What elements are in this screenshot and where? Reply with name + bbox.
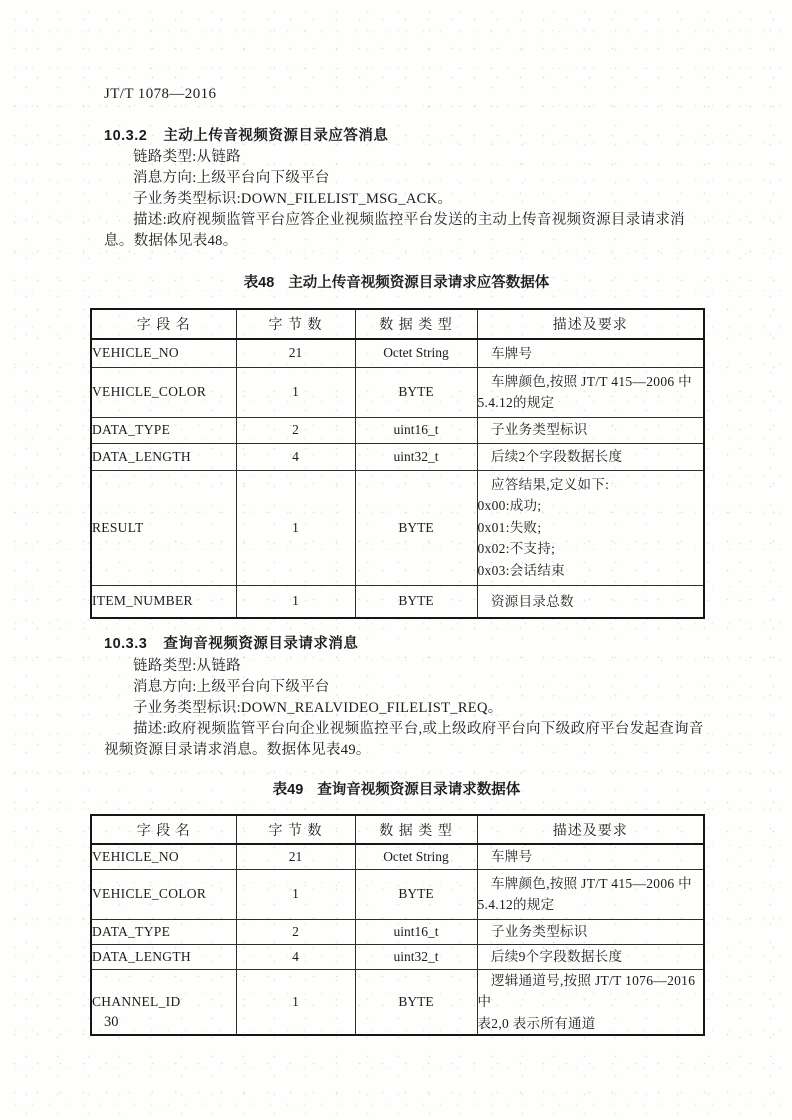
cell-description — [477, 944, 704, 969]
table48-caption — [90, 271, 703, 292]
cell-field-name: CHANNEL_ID — [91, 969, 236, 1035]
description-line: 车牌颜色,按照 JT/T 415—2006 中 — [491, 875, 692, 891]
cell-description — [477, 417, 704, 443]
column-header-description: 描述及要求 — [477, 309, 704, 339]
description-line: 车牌号 — [491, 345, 533, 361]
column-header-byte-count: 字 节 数 — [236, 815, 355, 844]
cell-field-name: VEHICLE_NO — [91, 339, 236, 367]
paragraph-sub-business-type: 子业务类型标识:DOWN_FILELIST_MSG_ACK。 — [133, 191, 453, 207]
cell-byte-count: 4 — [236, 443, 355, 470]
cell-description — [477, 969, 704, 1035]
cell-field-name: VEHICLE_COLOR — [91, 367, 236, 417]
section-title: 主动上传音视频资源目录应答消息 — [163, 128, 389, 144]
paragraph-message-direction: 消息方向:上级平台向下级平台 — [133, 679, 330, 695]
cell-field-name: DATA_TYPE — [91, 417, 236, 443]
cell-field-name: VEHICLE_NO — [91, 844, 236, 869]
table49-caption — [90, 778, 703, 799]
table49-caption-label: 表49 — [272, 782, 304, 798]
description-line: 5.4.12的规定 — [477, 395, 555, 410]
section-number: 10.3.3 — [104, 636, 148, 652]
table48-header-row — [91, 309, 704, 339]
table48-caption-text: 主动上传音视频资源目录请求应答数据体 — [288, 275, 550, 291]
cell-description — [477, 844, 704, 869]
table-row — [91, 470, 704, 585]
cell-data-type: Octet String — [355, 844, 477, 869]
paragraph-message-direction: 消息方向:上级平台向下级平台 — [133, 170, 330, 186]
description-line: 资源目录总数 — [491, 593, 574, 609]
description-line: 逻辑通道号,按照 JT/T 1076—2016 中 — [477, 972, 696, 1009]
cell-byte-count: 2 — [236, 417, 355, 443]
cell-field-name: ITEM_NUMBER — [91, 585, 236, 618]
page-number: 30 — [104, 1014, 119, 1030]
table-row — [91, 969, 704, 1035]
section-heading-10-3-3 — [104, 632, 358, 653]
description-line: 0x03:会话结束 — [477, 562, 565, 578]
table-row — [91, 844, 704, 869]
section-10-3-2-body — [104, 147, 705, 252]
cell-byte-count: 1 — [236, 367, 355, 417]
cell-data-type: uint16_t — [355, 417, 477, 443]
cell-description — [477, 339, 704, 367]
cell-data-type: BYTE — [355, 869, 477, 919]
cell-field-name: DATA_TYPE — [91, 919, 236, 944]
cell-byte-count: 1 — [236, 470, 355, 585]
description-line: 表2,0 表示所有通道 — [477, 1015, 596, 1031]
cell-description — [477, 869, 704, 919]
cell-description — [477, 470, 704, 585]
table-row — [91, 339, 704, 367]
column-header-description: 描述及要求 — [477, 815, 704, 844]
cell-description — [477, 367, 704, 417]
cell-data-type: BYTE — [355, 585, 477, 618]
cell-description — [477, 919, 704, 944]
cell-field-name: RESULT — [91, 470, 236, 585]
column-header-field-name: 字 段 名 — [91, 815, 236, 844]
cell-byte-count: 21 — [236, 339, 355, 367]
cell-byte-count: 1 — [236, 969, 355, 1035]
section-10-3-3-body — [104, 656, 705, 761]
cell-data-type: uint16_t — [355, 919, 477, 944]
cell-byte-count: 1 — [236, 585, 355, 618]
cell-data-type: BYTE — [355, 470, 477, 585]
paragraph-description: 描述:政府视频监管平台向企业视频监控平台,或上级政府平台向下级政府平台发起查询音视频资源目录请求消息。数据体见表49。 — [104, 721, 704, 758]
description-line: 子业务类型标识 — [491, 422, 588, 438]
description-line: 后续2个字段数据长度 — [491, 448, 623, 464]
description-line: 后续9个字段数据长度 — [491, 948, 623, 964]
cell-description — [477, 585, 704, 618]
column-header-data-type: 数 据 类 型 — [355, 309, 477, 339]
section-title: 查询音视频资源目录请求消息 — [163, 636, 359, 652]
cell-data-type: uint32_t — [355, 944, 477, 969]
paragraph-sub-business-type: 子业务类型标识:DOWN_REALVIDEO_FILELIST_REQ。 — [133, 700, 503, 716]
cell-field-name: DATA_LENGTH — [91, 944, 236, 969]
table-row — [91, 585, 704, 618]
cell-byte-count: 2 — [236, 919, 355, 944]
column-header-byte-count: 字 节 数 — [236, 309, 355, 339]
cell-data-type: uint32_t — [355, 443, 477, 470]
cell-byte-count: 4 — [236, 944, 355, 969]
description-line: 0x00:成功; — [477, 498, 542, 514]
table-row — [91, 367, 704, 417]
paragraph-description: 描述:政府视频监管平台应答企业视频监控平台发送的主动上传音视频资源目录请求消息。数据体见表48。 — [104, 212, 685, 249]
cell-field-name: DATA_LENGTH — [91, 443, 236, 470]
description-line: 应答结果,定义如下: — [491, 476, 610, 492]
cell-byte-count: 1 — [236, 869, 355, 919]
document-standard-number: JT/T 1078—2016 — [104, 86, 217, 102]
cell-byte-count: 21 — [236, 844, 355, 869]
description-line: 车牌号 — [491, 849, 533, 864]
table49-header-row — [91, 815, 704, 844]
table-row — [91, 919, 704, 944]
table49 — [90, 814, 705, 1036]
table-row — [91, 944, 704, 969]
description-line: 0x01:失败; — [477, 519, 542, 535]
table-row — [91, 417, 704, 443]
description-line: 5.4.12的规定 — [477, 897, 555, 912]
cell-data-type: BYTE — [355, 367, 477, 417]
table-row — [91, 443, 704, 470]
table48-caption-label: 表48 — [243, 275, 275, 291]
table-row — [91, 869, 704, 919]
table49-caption-text: 查询音视频资源目录请求数据体 — [317, 782, 521, 798]
description-line: 0x02:不支持; — [477, 541, 556, 557]
column-header-data-type: 数 据 类 型 — [355, 815, 477, 844]
cell-data-type: Octet String — [355, 339, 477, 367]
paragraph-link-type: 链路类型:从链路 — [133, 658, 241, 674]
cell-description — [477, 443, 704, 470]
section-heading-10-3-2 — [104, 124, 388, 145]
section-number: 10.3.2 — [104, 128, 148, 144]
paragraph-link-type: 链路类型:从链路 — [133, 149, 241, 165]
cell-data-type: BYTE — [355, 969, 477, 1035]
cell-field-name: VEHICLE_COLOR — [91, 869, 236, 919]
description-line: 子业务类型标识 — [491, 923, 588, 939]
description-line: 车牌颜色,按照 JT/T 415—2006 中 — [491, 373, 692, 389]
table48 — [90, 308, 705, 619]
column-header-field-name: 字 段 名 — [91, 309, 236, 339]
